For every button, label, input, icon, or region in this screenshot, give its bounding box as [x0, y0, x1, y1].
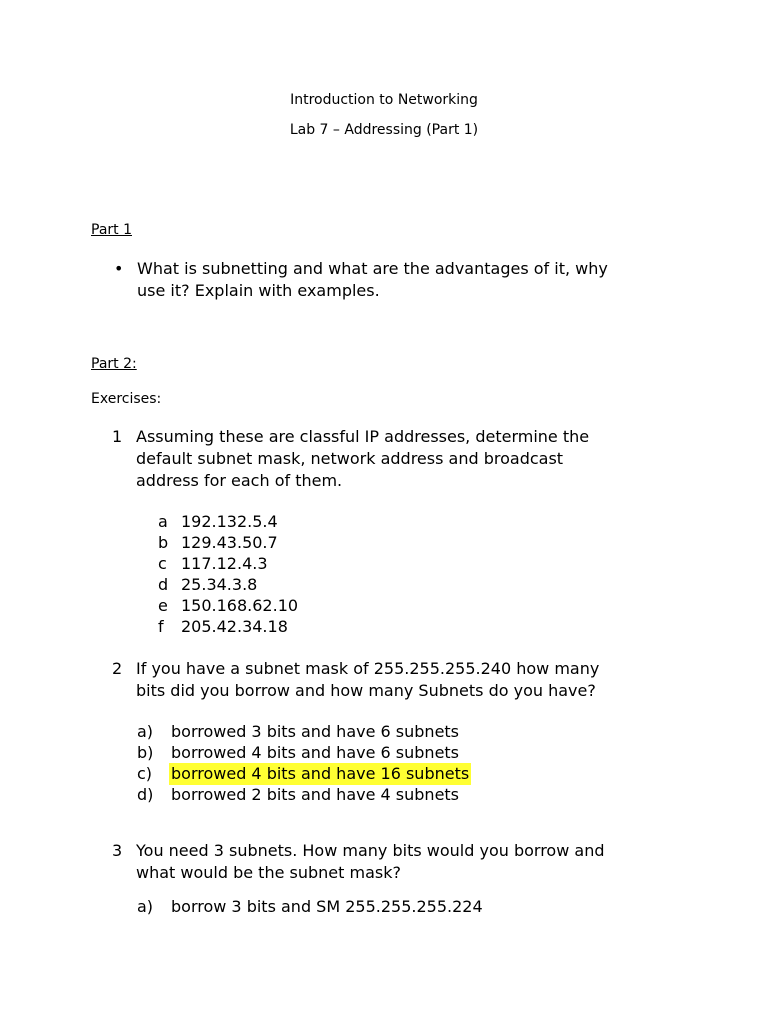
lab-title: Lab 7 – Addressing (Part 1) [289, 122, 479, 138]
question-line: default subnet mask, network address and broadcast [136, 449, 564, 468]
question-line: Assuming these are classful IP addresses, determine the [136, 427, 590, 446]
bullet-icon: • [114, 259, 124, 278]
option-label: c) [137, 764, 153, 783]
question-line: You need 3 subnets. How many bits would you borrow and [136, 841, 605, 860]
option-value: 205.42.34.18 [181, 617, 288, 636]
bullet-line-2: use it? Explain with examples. [137, 281, 380, 300]
option-label: a) [137, 897, 154, 916]
option-label: a [158, 512, 168, 531]
question-number: 1 [112, 427, 123, 446]
option-value: borrowed 4 bits and have 6 subnets [171, 743, 460, 762]
option-value: 129.43.50.7 [181, 533, 278, 552]
option-label: c [158, 554, 167, 573]
option-value: borrowed 3 bits and have 6 subnets [171, 722, 460, 741]
option-label: b) [137, 743, 154, 762]
option-label: b [158, 533, 169, 552]
option-label: e [158, 596, 168, 615]
option-value: borrow 3 bits and SM 255.255.255.224 [171, 897, 483, 916]
option-label: a) [137, 722, 154, 741]
option-label: f [158, 617, 164, 636]
option-label: d) [137, 785, 154, 804]
question-number: 3 [112, 841, 123, 860]
question-number: 2 [112, 659, 123, 678]
bullet-text [137, 258, 677, 302]
question-text [136, 658, 678, 702]
part2-heading: Part 2: [91, 356, 137, 372]
option-value: 192.132.5.4 [181, 512, 278, 531]
option-value: 117.12.4.3 [181, 554, 268, 573]
option-value-highlighted: borrowed 4 bits and have 16 subnets [171, 764, 470, 783]
question-text [136, 426, 678, 492]
question-line: what would be the subnet mask? [136, 863, 401, 882]
part1-heading: Part 1 [91, 222, 132, 238]
option-label: d [158, 575, 169, 594]
question-line: bits did you borrow and how many Subnets do you have? [136, 681, 596, 700]
exercises-label: Exercises: [91, 391, 162, 407]
option-value: borrowed 2 bits and have 4 subnets [171, 785, 460, 804]
bullet-line-1: What is subnetting and what are the advantages of it, why [137, 259, 608, 278]
question-text [136, 840, 678, 884]
question-line: address for each of them. [136, 471, 343, 490]
option-value: 25.34.3.8 [181, 575, 258, 594]
question-line: If you have a subnet mask of 255.255.255.240 how many [136, 659, 600, 678]
course-title: Introduction to Networking [290, 92, 478, 108]
option-value: 150.168.62.10 [181, 596, 299, 615]
